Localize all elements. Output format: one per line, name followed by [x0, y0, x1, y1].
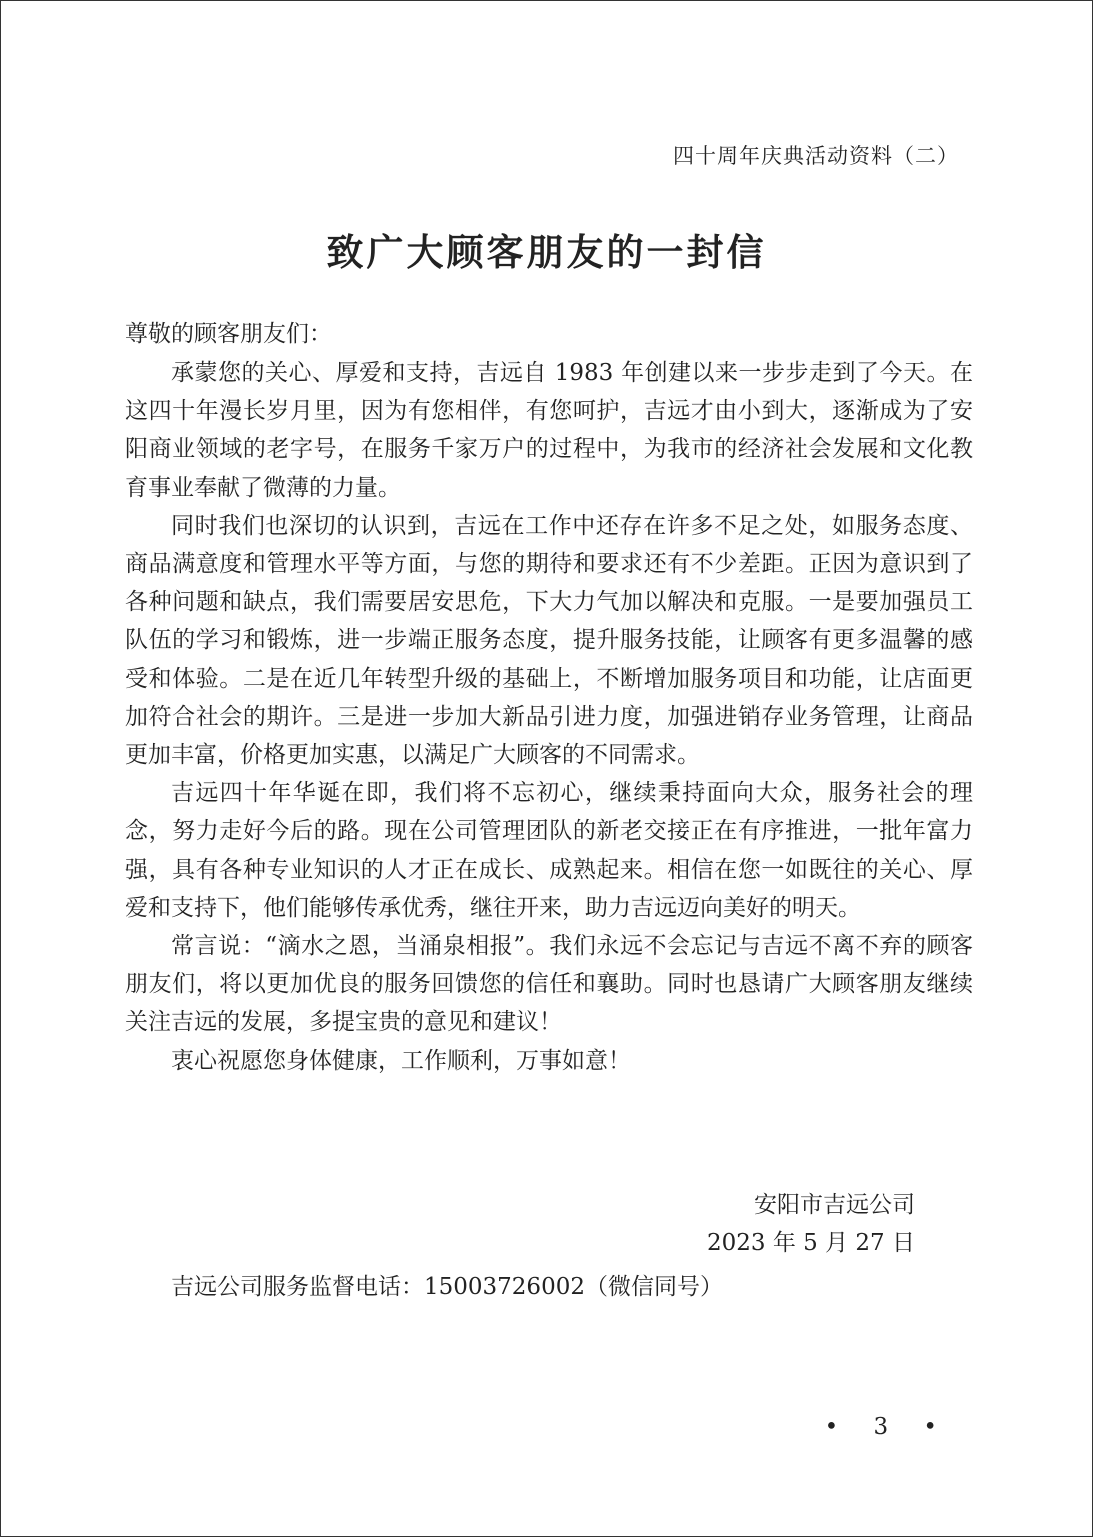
- paragraph-wishes: 衷心祝愿您身体健康，工作顺利，万事如意！: [171, 1047, 631, 1074]
- signature-block: [707, 1186, 915, 1262]
- paragraph-thanks: 常言说：“滴水之恩，当涌泉相报”。我们永远不会忘记与吉远不离不弃的顾客朋友们，将以更加优良的服务回馈您的信任和襄助。同时也恳请广大顾客朋友继续关注吉远的发展，多提宝贵的意见和建议！: [125, 933, 973, 1036]
- signature-org: 安阳市吉远公司: [754, 1192, 915, 1218]
- letter-title: 致广大顾客朋友的一封信: [326, 230, 767, 274]
- paragraph-anniversary: 吉远四十年华诞在即，我们将不忘初心，继续秉持面向大众，服务社会的理念，努力走好今后的路。现在公司管理团队的新老交接正在有序推进，一批年富力强，具有各种专业知识的人才正在成长、成熟起来。相信在您一如既往的关心、厚爱和支持下，他们能够传承优秀，继往开来，助力吉远迈向美好的明天。: [125, 780, 973, 921]
- letter-body: [125, 354, 973, 1080]
- salutation: 尊敬的顾客朋友们：: [125, 321, 332, 347]
- page-number: • 3 •: [824, 1414, 951, 1440]
- paragraph-improvement: 同时我们也深切的认识到，吉远在工作中还存在许多不足之处，如服务态度、商品满意度和管理水平等方面，与您的期待和要求还有不少差距。正因为意识到了各种问题和缺点，我们需要居安思危，下大力气加以解决和克服。一是要加强员工队伍的学习和锻炼，进一步端正服务态度，提升服务技能，让顾客有更多温馨的感受和体验。二是在近几年转型升级的基础上，不断增加服务项目和功能，让店面更加符合社会的期许。三是进一步加大新品引进力度，加强进销存业务管理，让商品更加丰富，价格更加实惠，以满足广大顾客的不同需求。: [125, 512, 973, 769]
- service-hotline: 吉远公司服务监督电话：15003726002（微信同号）: [171, 1274, 723, 1300]
- signature-date: 2023 年 5 月 27 日: [707, 1230, 915, 1256]
- header-note: 四十周年庆典活动资料（二）: [673, 144, 959, 168]
- paragraph-gratitude: 承蒙您的关心、厚爱和支持，吉远自 1983 年创建以来一步步走到了今天。在这四十年漫长岁月里，因为有您相伴，有您呵护，吉远才由小到大，逐渐成为了安阳商业领域的老字号，在服务千家万户的过程中，为我市的经济社会发展和文化教育事业奉献了微薄的力量。: [125, 360, 973, 501]
